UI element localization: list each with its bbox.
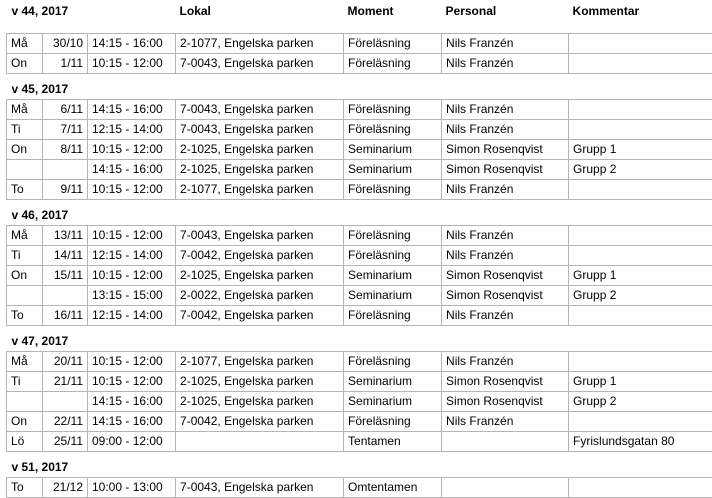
room-cell: 7-0043, Engelska parken xyxy=(176,478,344,498)
table-row xyxy=(7,120,712,140)
staff-cell: Simon Rosenqvist xyxy=(442,286,569,306)
day-cell: Må xyxy=(7,100,43,120)
table-row xyxy=(7,160,712,180)
week-header-row xyxy=(7,326,712,352)
time-cell: 14:15 - 16:00 xyxy=(88,412,176,432)
comment-cell: Fyrislundsgatan 80 xyxy=(569,432,712,452)
week-header-filler xyxy=(176,74,712,100)
moment-cell: Föreläsning xyxy=(344,100,442,120)
room-cell: 7-0042, Engelska parken xyxy=(176,246,344,266)
time-cell: 10:15 - 12:00 xyxy=(88,180,176,200)
room-cell: 7-0042, Engelska parken xyxy=(176,306,344,326)
week-label: v 45, 2017 xyxy=(7,74,176,100)
staff-cell: Nils Franzén xyxy=(442,226,569,246)
column-header-lokal: Lokal xyxy=(176,0,344,34)
moment-cell: Seminarium xyxy=(344,140,442,160)
date-cell xyxy=(43,392,88,412)
staff-cell: Nils Franzén xyxy=(442,412,569,432)
date-cell: 14/11 xyxy=(43,246,88,266)
room-cell: 2-1077, Engelska parken xyxy=(176,34,344,54)
moment-cell: Seminarium xyxy=(344,266,442,286)
moment-cell: Föreläsning xyxy=(344,306,442,326)
moment-cell: Seminarium xyxy=(344,286,442,306)
date-cell: 25/11 xyxy=(43,432,88,452)
table-row xyxy=(7,478,712,498)
staff-cell: Nils Franzén xyxy=(442,100,569,120)
time-cell: 10:15 - 12:00 xyxy=(88,54,176,74)
table-row xyxy=(7,100,712,120)
table-row xyxy=(7,266,712,286)
day-cell: Lö xyxy=(7,432,43,452)
room-cell: 2-1025, Engelska parken xyxy=(176,160,344,180)
moment-cell: Föreläsning xyxy=(344,412,442,432)
column-header-personal: Personal xyxy=(442,0,569,34)
day-cell xyxy=(7,392,43,412)
room-cell: 7-0043, Engelska parken xyxy=(176,54,344,74)
room-cell: 2-1025, Engelska parken xyxy=(176,372,344,392)
time-cell: 10:15 - 12:00 xyxy=(88,372,176,392)
comment-cell xyxy=(569,412,712,432)
date-cell: 8/11 xyxy=(43,140,88,160)
time-cell: 14:15 - 16:00 xyxy=(88,160,176,180)
moment-cell: Föreläsning xyxy=(344,226,442,246)
date-cell xyxy=(43,160,88,180)
week-header-filler xyxy=(176,452,712,478)
column-header-kommentar: Kommentar xyxy=(569,0,712,34)
date-cell: 20/11 xyxy=(43,352,88,372)
room-cell: 7-0043, Engelska parken xyxy=(176,100,344,120)
time-cell: 10:15 - 12:00 xyxy=(88,140,176,160)
comment-cell xyxy=(569,226,712,246)
staff-cell xyxy=(442,432,569,452)
room-cell: 2-1077, Engelska parken xyxy=(176,352,344,372)
comment-cell xyxy=(569,180,712,200)
room-cell: 7-0043, Engelska parken xyxy=(176,120,344,140)
moment-cell: Seminarium xyxy=(344,392,442,412)
date-cell: 16/11 xyxy=(43,306,88,326)
comment-cell: Grupp 1 xyxy=(569,140,712,160)
date-cell: 1/11 xyxy=(43,54,88,74)
day-cell xyxy=(7,286,43,306)
day-cell: Ti xyxy=(7,246,43,266)
moment-cell: Föreläsning xyxy=(344,120,442,140)
table-row xyxy=(7,372,712,392)
comment-cell xyxy=(569,120,712,140)
moment-cell: Tentamen xyxy=(344,432,442,452)
schedule-body xyxy=(7,0,712,498)
day-cell: Ti xyxy=(7,372,43,392)
day-cell: Må xyxy=(7,34,43,54)
time-cell: 12:15 - 14:00 xyxy=(88,246,176,266)
moment-cell: Seminarium xyxy=(344,160,442,180)
staff-cell: Simon Rosenqvist xyxy=(442,392,569,412)
staff-cell: Simon Rosenqvist xyxy=(442,140,569,160)
date-cell: 7/11 xyxy=(43,120,88,140)
moment-cell: Föreläsning xyxy=(344,180,442,200)
day-cell: To xyxy=(7,478,43,498)
table-row xyxy=(7,432,712,452)
time-cell: 10:15 - 12:00 xyxy=(88,352,176,372)
staff-cell: Simon Rosenqvist xyxy=(442,160,569,180)
table-row xyxy=(7,392,712,412)
comment-cell xyxy=(569,246,712,266)
date-cell: 22/11 xyxy=(43,412,88,432)
comment-cell: Grupp 2 xyxy=(569,392,712,412)
date-cell: 21/12 xyxy=(43,478,88,498)
comment-cell xyxy=(569,54,712,74)
day-cell: On xyxy=(7,54,43,74)
comment-cell: Grupp 2 xyxy=(569,286,712,306)
room-cell: 2-1025, Engelska parken xyxy=(176,140,344,160)
table-row xyxy=(7,54,712,74)
table-row xyxy=(7,306,712,326)
moment-cell: Föreläsning xyxy=(344,246,442,266)
room-cell: 2-1077, Engelska parken xyxy=(176,180,344,200)
time-cell: 12:15 - 14:00 xyxy=(88,306,176,326)
staff-cell: Nils Franzén xyxy=(442,54,569,74)
week-header-row xyxy=(7,200,712,226)
staff-cell: Nils Franzén xyxy=(442,120,569,140)
comment-cell: Grupp 2 xyxy=(569,160,712,180)
moment-cell: Seminarium xyxy=(344,372,442,392)
moment-cell: Omtentamen xyxy=(344,478,442,498)
room-cell: 2-1025, Engelska parken xyxy=(176,266,344,286)
staff-cell: Simon Rosenqvist xyxy=(442,266,569,286)
table-row xyxy=(7,246,712,266)
moment-cell: Föreläsning xyxy=(344,34,442,54)
time-cell: 09:00 - 12:00 xyxy=(88,432,176,452)
comment-cell xyxy=(569,100,712,120)
day-cell: On xyxy=(7,266,43,286)
staff-cell: Simon Rosenqvist xyxy=(442,372,569,392)
room-cell: 7-0042, Engelska parken xyxy=(176,412,344,432)
week-header-row xyxy=(7,0,712,34)
time-cell: 14:15 - 16:00 xyxy=(88,100,176,120)
comment-cell xyxy=(569,34,712,54)
staff-cell: Nils Franzén xyxy=(442,180,569,200)
time-cell: 10:15 - 12:00 xyxy=(88,266,176,286)
week-label: v 46, 2017 xyxy=(7,200,176,226)
comment-cell: Grupp 1 xyxy=(569,266,712,286)
table-row xyxy=(7,286,712,306)
moment-cell: Föreläsning xyxy=(344,54,442,74)
comment-cell xyxy=(569,306,712,326)
day-cell: On xyxy=(7,412,43,432)
date-cell xyxy=(43,286,88,306)
date-cell: 9/11 xyxy=(43,180,88,200)
day-cell: Må xyxy=(7,226,43,246)
week-header-row xyxy=(7,452,712,478)
time-cell: 14:15 - 16:00 xyxy=(88,392,176,412)
date-cell: 21/11 xyxy=(43,372,88,392)
room-cell: 2-0022, Engelska parken xyxy=(176,286,344,306)
time-cell: 12:15 - 14:00 xyxy=(88,120,176,140)
day-cell: On xyxy=(7,140,43,160)
date-cell: 6/11 xyxy=(43,100,88,120)
week-header-row xyxy=(7,74,712,100)
date-cell: 13/11 xyxy=(43,226,88,246)
table-row xyxy=(7,34,712,54)
time-cell: 10:00 - 13:00 xyxy=(88,478,176,498)
day-cell xyxy=(7,160,43,180)
staff-cell xyxy=(442,478,569,498)
comment-cell: Grupp 1 xyxy=(569,372,712,392)
room-cell: 2-1025, Engelska parken xyxy=(176,392,344,412)
column-header-moment: Moment xyxy=(344,0,442,34)
time-cell: 13:15 - 15:00 xyxy=(88,286,176,306)
week-header-filler xyxy=(176,326,712,352)
day-cell: To xyxy=(7,306,43,326)
day-cell: Ti xyxy=(7,120,43,140)
table-row xyxy=(7,180,712,200)
room-cell: 7-0043, Engelska parken xyxy=(176,226,344,246)
time-cell: 14:15 - 16:00 xyxy=(88,34,176,54)
staff-cell: Nils Franzén xyxy=(442,34,569,54)
day-cell: Må xyxy=(7,352,43,372)
table-row xyxy=(7,226,712,246)
date-cell: 15/11 xyxy=(43,266,88,286)
table-row xyxy=(7,140,712,160)
date-cell: 30/10 xyxy=(43,34,88,54)
week-label: v 51, 2017 xyxy=(7,452,176,478)
time-cell: 10:15 - 12:00 xyxy=(88,226,176,246)
week-header-filler xyxy=(176,200,712,226)
week-label: v 47, 2017 xyxy=(7,326,176,352)
staff-cell: Nils Franzén xyxy=(442,246,569,266)
comment-cell xyxy=(569,478,712,498)
schedule-table xyxy=(6,0,712,498)
room-cell xyxy=(176,432,344,452)
comment-cell xyxy=(569,352,712,372)
day-cell: To xyxy=(7,180,43,200)
table-row xyxy=(7,412,712,432)
staff-cell: Nils Franzén xyxy=(442,352,569,372)
moment-cell: Föreläsning xyxy=(344,352,442,372)
week-label: v 44, 2017 xyxy=(7,0,176,34)
table-row xyxy=(7,352,712,372)
staff-cell: Nils Franzén xyxy=(442,306,569,326)
